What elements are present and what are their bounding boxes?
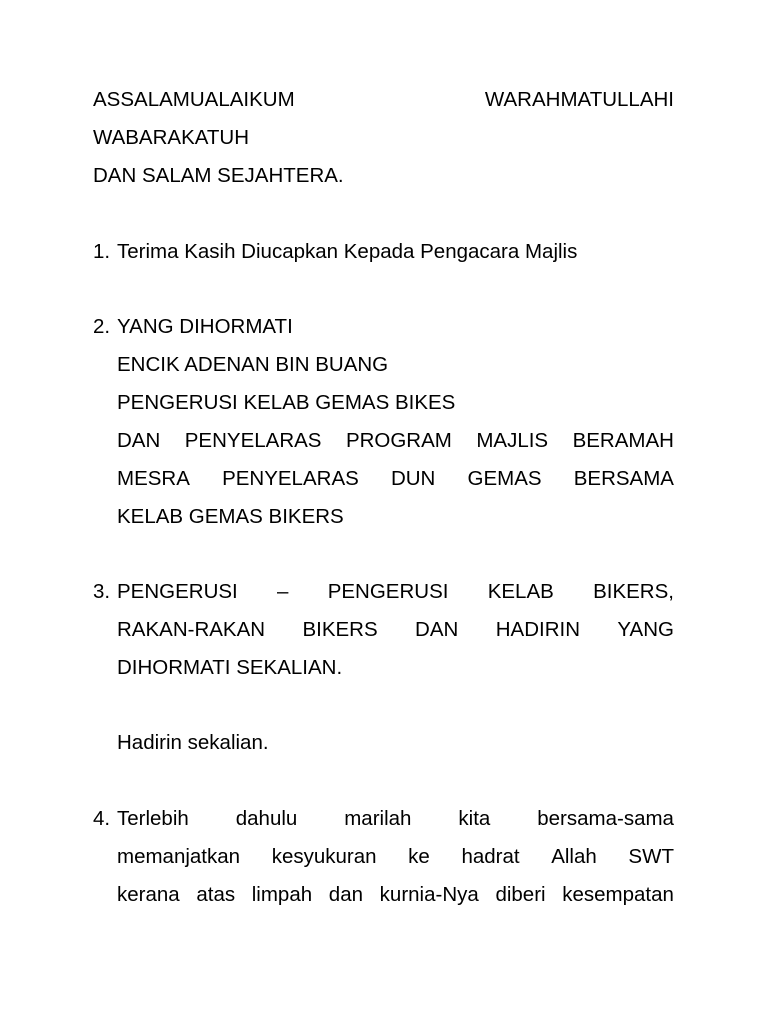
word: GEMAS: [467, 467, 542, 490]
item2-line-6: KELAB GEMAS BIKERS: [117, 505, 344, 528]
word: BIKERS: [302, 618, 378, 641]
word: KELAB: [487, 580, 554, 603]
item3-line-2: [117, 616, 674, 644]
word: BIKERS,: [593, 580, 674, 603]
word: kerana: [117, 883, 180, 906]
word: kesyukuran: [271, 845, 377, 868]
item3-line-3: DIHORMATI SEKALIAN.: [117, 656, 343, 679]
word: PENYELARAS: [184, 429, 322, 452]
item2-line-2: ENCIK ADENAN BIN BUANG: [117, 353, 389, 376]
item1-line-1: Terima Kasih Diucapkan Kepada Pengacara Majlis: [117, 240, 578, 263]
word: HADIRIN: [495, 618, 581, 641]
item-number: 2.: [93, 315, 111, 338]
word: Allah: [551, 845, 597, 868]
word: limpah: [251, 883, 313, 906]
word: BERSAMA: [573, 467, 674, 490]
greeting-line-3: DAN SALAM SEJAHTERA.: [93, 164, 344, 187]
word: Terlebih: [117, 807, 189, 830]
word: DAN: [415, 618, 459, 641]
item-number: 1.: [93, 240, 111, 263]
word: memanjatkan: [117, 845, 241, 868]
word: dan: [328, 883, 364, 906]
item2-line-3: PENGERUSI KELAB GEMAS BIKES: [117, 391, 456, 414]
item4-line-2: [117, 843, 674, 871]
item-number: 3.: [93, 580, 111, 603]
word: PENYELARAS: [222, 467, 359, 490]
word: –: [277, 580, 289, 603]
word: atas: [196, 883, 236, 906]
item3-line-1: [117, 578, 674, 606]
word: marilah: [344, 807, 412, 830]
item4-line-3: [117, 881, 674, 909]
word: kurnia-Nya: [379, 883, 479, 906]
word: DUN: [390, 467, 436, 490]
greeting-line-2: WABARAKATUH: [93, 126, 250, 149]
word: DAN: [117, 429, 161, 452]
item2-line-5: [117, 465, 674, 493]
word: YANG: [617, 618, 674, 641]
hadirin-paragraph: Hadirin sekalian.: [117, 731, 269, 754]
word: kesempatan: [562, 883, 674, 906]
word: kita: [458, 807, 491, 830]
item4-line-1: [117, 805, 674, 833]
item2-line-1: YANG DIHORMATI: [117, 315, 293, 338]
word: ke: [408, 845, 430, 868]
greeting-word: WARAHMATULLAHI: [484, 88, 674, 111]
word: diberi: [495, 883, 546, 906]
greeting-word: ASSALAMUALAIKUM: [93, 88, 295, 111]
word: bersama-sama: [537, 807, 674, 830]
word: MAJLIS: [476, 429, 549, 452]
word: BERAMAH: [572, 429, 674, 452]
word: PENGERUSI: [117, 580, 238, 603]
word: MESRA: [117, 467, 190, 490]
word: hadrat: [461, 845, 520, 868]
word: RAKAN-RAKAN: [117, 618, 266, 641]
word: PENGERUSI: [327, 580, 449, 603]
item2-line-4: [117, 427, 674, 455]
item-number: 4.: [93, 807, 111, 830]
word: PROGRAM: [345, 429, 452, 452]
greeting-line-1: [93, 86, 674, 114]
word: dahulu: [235, 807, 298, 830]
word: SWT: [628, 845, 674, 868]
